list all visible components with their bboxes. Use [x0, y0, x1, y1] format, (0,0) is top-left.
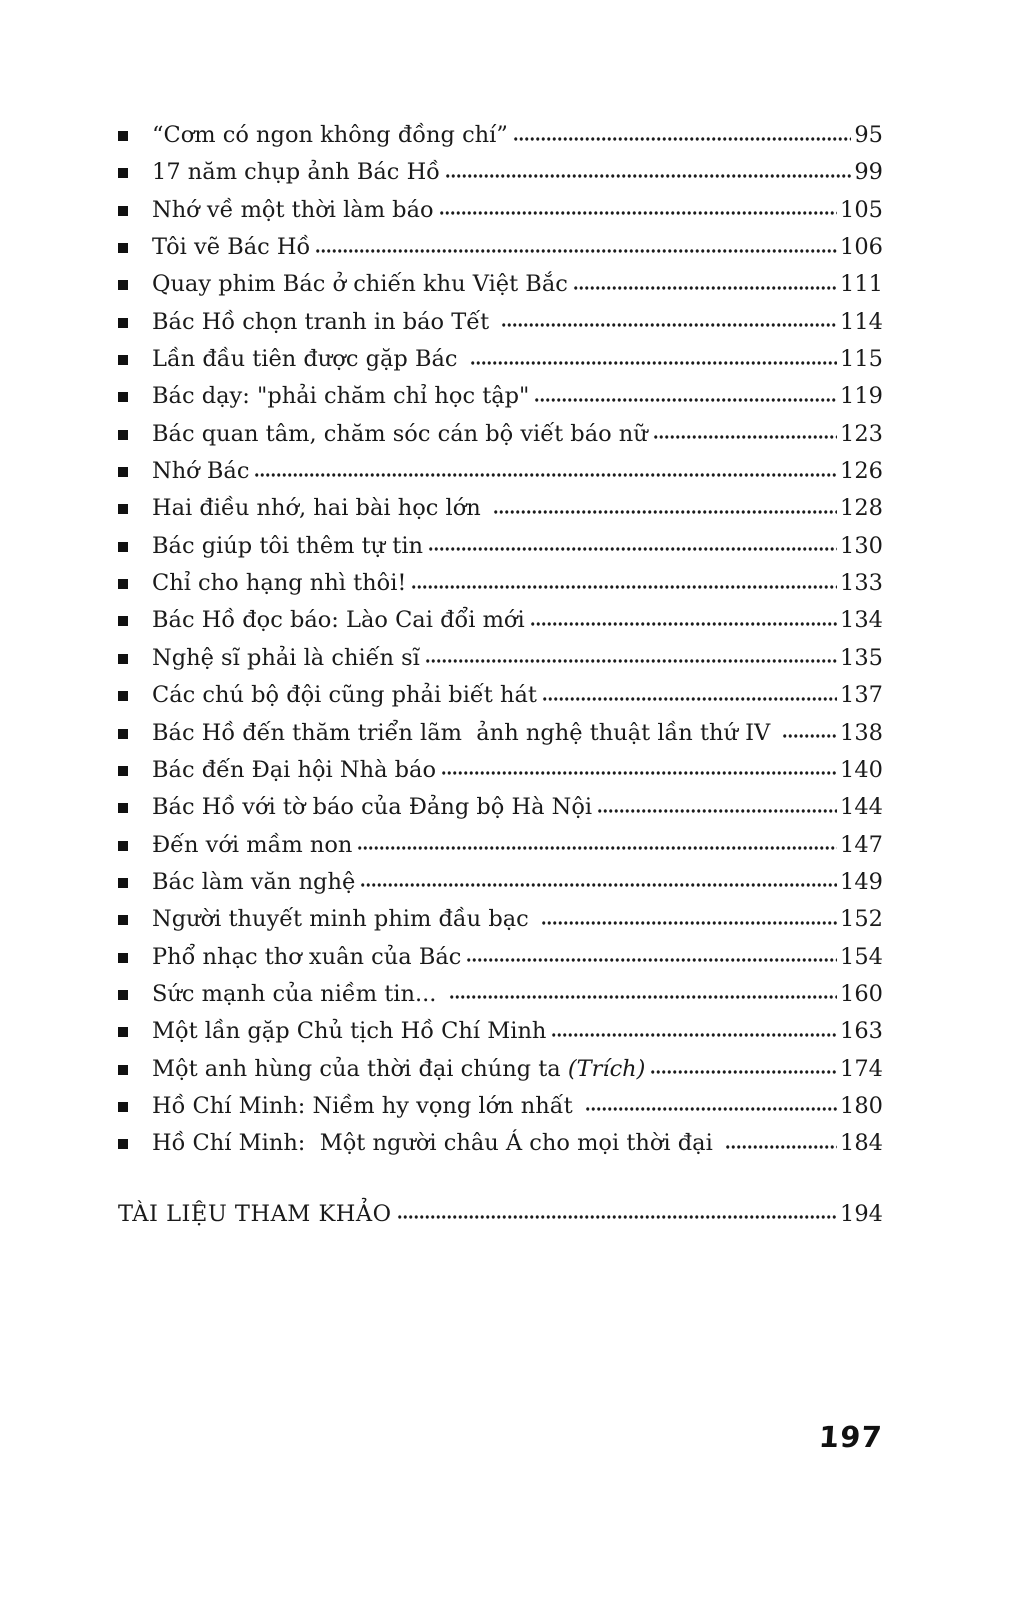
bullet-square-icon: [118, 729, 128, 739]
dot-leader: [441, 754, 837, 777]
toc-entry-page: 134: [840, 607, 883, 634]
bullet-square-icon: [118, 766, 128, 776]
toc-entry: [118, 939, 883, 976]
toc-entry-title: Quay phim Bác ở chiến khu Việt Bắc: [152, 271, 568, 298]
toc-references-entry: [118, 1196, 883, 1233]
toc-entry: [118, 976, 883, 1013]
bullet-square-icon: [118, 168, 128, 178]
toc-entry-page: 154: [840, 943, 883, 970]
bullet-square-icon: [118, 206, 128, 216]
dot-leader: [513, 120, 852, 143]
dot-leader: [541, 904, 837, 927]
bullet-square-icon: [118, 1027, 128, 1037]
toc-entry-page: 163: [840, 1018, 883, 1045]
dot-leader: [551, 1016, 837, 1039]
bullet-square-icon: [118, 504, 128, 514]
toc-entry-title: Bác giúp tôi thêm tự tin: [152, 532, 424, 559]
toc-entry-page: 137: [840, 682, 883, 709]
bullet-square-icon: [118, 803, 128, 813]
toc-entry: [118, 154, 883, 191]
bullet-square-icon: [118, 953, 128, 963]
dot-leader: [470, 344, 837, 367]
toc-entry: [118, 1125, 883, 1162]
bullet-square-icon: [118, 355, 128, 365]
toc-entry: [118, 715, 883, 752]
toc-list: [118, 117, 883, 1163]
toc-entry-title: Đến với mầm non: [152, 831, 353, 858]
toc-entry: [118, 416, 883, 453]
toc-entry-page: 105: [840, 196, 883, 223]
toc-entry-page: 184: [840, 1130, 883, 1157]
toc-entry-title: Nhớ về một thời làm báo: [152, 196, 434, 223]
dot-leader: [428, 530, 837, 553]
toc-entry: [118, 1051, 883, 1088]
bullet-square-icon: [118, 1065, 128, 1075]
bullet-square-icon: [118, 467, 128, 477]
toc-entry-title: Bác quan tâm, chăm sóc cán bộ viết báo nữ: [152, 420, 648, 447]
toc-entry-title: Lần đầu tiên được gặp Bác: [152, 346, 465, 373]
toc-entry-page: 123: [840, 420, 883, 447]
toc-entry-page: 160: [840, 980, 883, 1007]
dot-leader: [439, 194, 838, 217]
toc-entry-page: 135: [840, 644, 883, 671]
bullet-square-icon: [118, 243, 128, 253]
toc-entry-title: Hai điều nhớ, hai bài học lớn: [152, 495, 488, 522]
dot-leader: [254, 456, 837, 479]
toc-entry-page: 111: [840, 271, 883, 298]
toc-entry-title: Nhớ Bác: [152, 458, 250, 485]
bullet-square-icon: [118, 878, 128, 888]
bullet-square-icon: [118, 915, 128, 925]
toc-entry: [118, 528, 883, 565]
toc-entry-title: Phổ nhạc thơ xuân của Bác: [152, 943, 462, 970]
toc-entry-title: Bác đến Đại hội Nhà báo: [152, 756, 437, 783]
toc-references-title: TÀI LIỆU THAM KHẢO: [118, 1200, 392, 1227]
table-of-contents: [118, 117, 883, 1233]
bullet-square-icon: [118, 579, 128, 589]
toc-entry-page: 180: [840, 1092, 883, 1119]
dot-leader: [315, 232, 837, 255]
toc-entry-title: Các chú bộ đội cũng phải biết hát: [152, 682, 537, 709]
dot-leader: [534, 381, 837, 404]
dot-leader: [597, 792, 837, 815]
dot-leader: [782, 717, 837, 740]
dot-leader: [530, 605, 837, 628]
toc-entry: [118, 864, 883, 901]
bullet-square-icon: [118, 990, 128, 1000]
toc-entry: [118, 640, 883, 677]
dot-leader: [493, 493, 837, 516]
dot-leader: [445, 157, 851, 180]
bullet-square-icon: [118, 430, 128, 440]
toc-entry: [118, 752, 883, 789]
dot-leader: [360, 866, 837, 889]
bullet-square-icon: [118, 616, 128, 626]
toc-entry: [118, 1013, 883, 1050]
bullet-square-icon: [118, 654, 128, 664]
dot-leader: [650, 1053, 837, 1076]
toc-references-page: 194: [840, 1200, 883, 1227]
toc-entry-page: 99: [854, 159, 883, 186]
dot-leader: [585, 1090, 837, 1113]
toc-entry-title: Hồ Chí Minh: Một người châu Á cho mọi thời đại: [152, 1130, 720, 1157]
toc-entry-title: Tôi vẽ Bác Hồ: [152, 234, 311, 261]
toc-entry-page: 115: [840, 346, 883, 373]
toc-entry: [118, 341, 883, 378]
toc-entry-title: Chỉ cho hạng nhì thôi!: [152, 570, 407, 597]
page-number: 197: [818, 1420, 885, 1454]
toc-entry-page: 106: [840, 234, 883, 261]
toc-entry-page: 144: [840, 794, 883, 821]
toc-entry-page: 95: [854, 122, 883, 148]
toc-entry-title: Bác dạy: "phải chăm chỉ học tập": [152, 383, 530, 410]
bullet-square-icon: [118, 691, 128, 701]
bullet-square-icon: [118, 392, 128, 402]
toc-entry-title: Bác Hồ với tờ báo của Đảng bộ Hà Nội: [152, 794, 593, 821]
dot-leader: [573, 269, 837, 292]
toc-entry-page: 149: [840, 868, 883, 895]
toc-entry-title: Bác Hồ chọn tranh in báo Tết: [152, 308, 497, 335]
toc-entry: [118, 1088, 883, 1125]
toc-entry-title: “Cơm có ngon không đồng chí”: [152, 122, 508, 148]
toc-entry-title: Bác Hồ đến thăm triển lãm ảnh nghệ thuật lần thứ IV: [152, 719, 778, 746]
toc-entry: [118, 192, 883, 229]
dot-leader: [725, 1128, 837, 1151]
toc-entry-title: Một lần gặp Chủ tịch Hồ Chí Minh: [152, 1018, 547, 1045]
toc-entry-page: 128: [840, 495, 883, 522]
toc-entry-page: 133: [840, 570, 883, 597]
toc-entry: [118, 229, 883, 266]
toc-entry: [118, 490, 883, 527]
toc-entry: [118, 565, 883, 602]
toc-entry-title: Người thuyết minh phim đầu bạc: [152, 906, 536, 933]
dot-leader: [501, 306, 837, 329]
dot-leader: [425, 642, 837, 665]
dot-leader: [449, 978, 837, 1001]
toc-entry-page: 119: [840, 383, 883, 410]
toc-entry: [118, 378, 883, 415]
toc-entry-title: Sức mạnh của niềm tin...: [152, 980, 444, 1007]
toc-entry-page: 140: [840, 756, 883, 783]
dot-leader: [466, 941, 837, 964]
bullet-square-icon: [118, 542, 128, 552]
toc-entry-page: 126: [840, 458, 883, 485]
bullet-square-icon: [118, 1139, 128, 1149]
toc-entry-page: 138: [840, 719, 883, 746]
dot-leader: [397, 1198, 837, 1221]
toc-entry-page: 152: [840, 906, 883, 933]
toc-entry-title: Bác Hồ đọc báo: Lào Cai đổi mới: [152, 607, 525, 634]
bullet-square-icon: [118, 280, 128, 290]
bullet-square-icon: [118, 131, 128, 141]
toc-entry: [118, 901, 883, 938]
dot-leader: [357, 829, 837, 852]
bullet-square-icon: [118, 1102, 128, 1112]
toc-entry-page: 147: [840, 831, 883, 858]
dot-leader: [653, 418, 837, 441]
toc-entry: [118, 602, 883, 639]
toc-entry-title: Hồ Chí Minh: Niềm hy vọng lớn nhất: [152, 1092, 580, 1119]
toc-entry-title: Một anh hùng của thời đại chúng ta (Trích): [152, 1055, 646, 1082]
toc-entry: [118, 117, 883, 154]
bullet-square-icon: [118, 841, 128, 851]
toc-entry-page: 114: [840, 308, 883, 335]
bullet-square-icon: [118, 318, 128, 328]
toc-entry-page: 174: [840, 1055, 883, 1082]
toc-entry-title: Nghệ sĩ phải là chiến sĩ: [152, 644, 420, 671]
toc-entry: [118, 453, 883, 490]
dot-leader: [542, 680, 837, 703]
toc-entry: [118, 304, 883, 341]
toc-entry: [118, 827, 883, 864]
toc-entry: [118, 789, 883, 826]
toc-entry: [118, 266, 883, 303]
dot-leader: [411, 568, 837, 591]
toc-entry-title: Bác làm văn nghệ: [152, 868, 356, 895]
toc-entry-page: 130: [840, 532, 883, 559]
toc-entry-title: 17 năm chụp ảnh Bác Hồ: [152, 159, 440, 186]
toc-entry: [118, 677, 883, 714]
